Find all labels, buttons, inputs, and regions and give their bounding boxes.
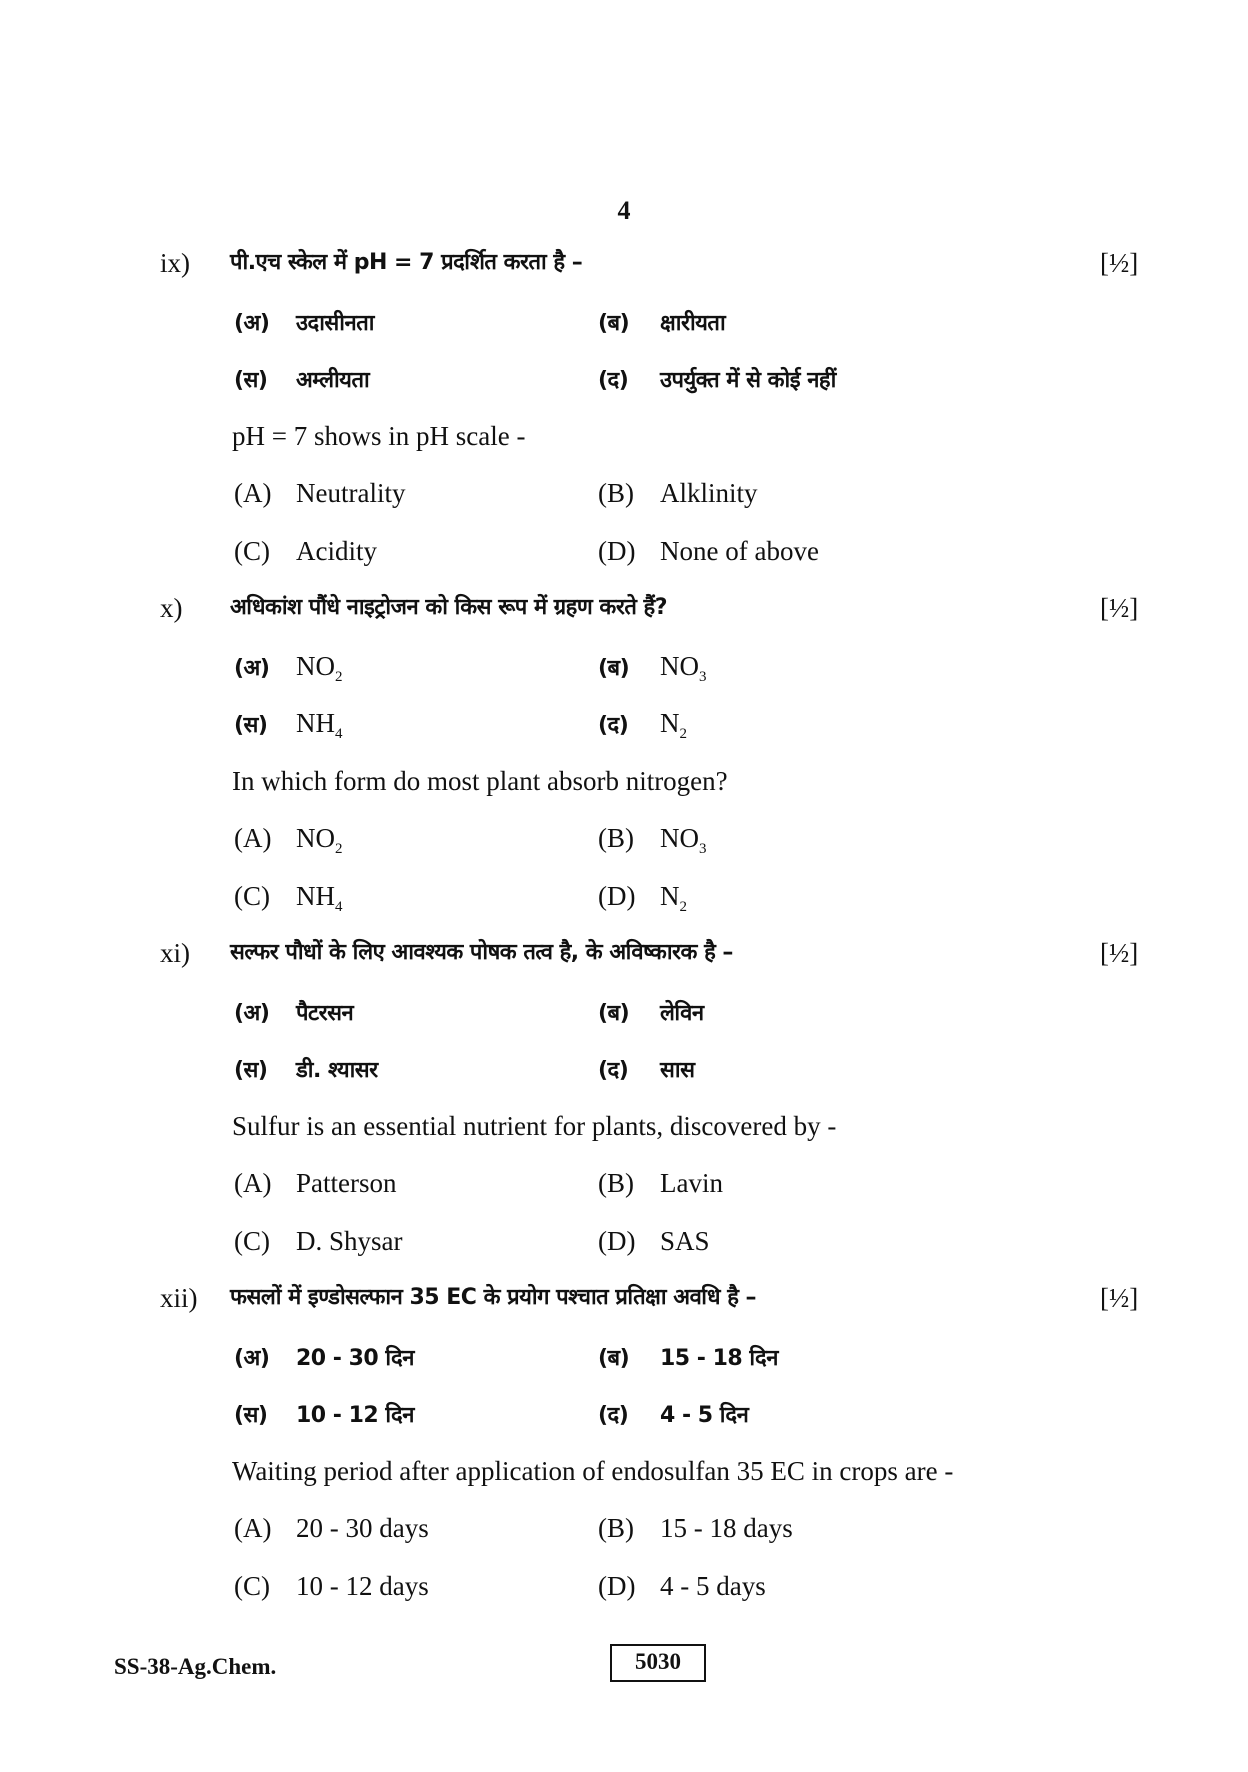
option-text: NO (660, 651, 699, 681)
hindi-option (234, 1396, 414, 1433)
hindi-question-text: अधिकांश पौंधे नाइट्रोजन को किस रूप में ग्रहण करते हैं? (230, 595, 667, 620)
option-subscript: 2 (679, 899, 687, 915)
option-text: 20 - 30 days (296, 1513, 429, 1543)
option-text: Patterson (296, 1168, 397, 1198)
option-subscript: 4 (335, 899, 343, 915)
hindi-option (234, 994, 353, 1031)
english-question-text: Sulfur is an essential nutrient for plants, discovered by - (232, 1111, 837, 1141)
marks-label: [½] (1100, 248, 1139, 278)
option-label: (अ) (234, 311, 270, 336)
english-option (598, 1224, 710, 1258)
option-label: (D) (598, 1226, 636, 1256)
option-text: 4 - 5 days (660, 1571, 766, 1601)
marks-label: [½] (1100, 593, 1139, 623)
hindi-option (234, 1051, 378, 1088)
hindi-option (598, 1396, 748, 1433)
option-text: None of above (660, 536, 819, 566)
english-option (234, 476, 405, 510)
hindi-option (234, 706, 343, 743)
english-option (598, 1569, 766, 1603)
option-text: NO (296, 823, 335, 853)
option-label: (स) (234, 1403, 268, 1428)
option-text: 20 - 30 दिन (296, 1346, 414, 1371)
option-label: (द) (598, 1058, 629, 1083)
option-label: (D) (598, 536, 636, 566)
option-text: NH (296, 881, 335, 911)
option-label: (ब) (598, 311, 630, 336)
option-label: (C) (234, 881, 270, 911)
option-label: (ब) (598, 1001, 630, 1026)
english-option (234, 1569, 429, 1603)
option-text: उपर्युक्त में से कोई नहीं (660, 368, 836, 393)
option-label: (A) (234, 823, 272, 853)
option-text: लेविन (660, 1001, 704, 1026)
option-text: 10 - 12 days (296, 1571, 429, 1601)
option-text: NO (660, 823, 699, 853)
hindi-question-text: सल्फर पौधों के लिए आवश्यक पोषक तत्व है, के अविष्कारक है – (230, 940, 733, 965)
option-subscript: 4 (335, 726, 343, 742)
english-option (598, 821, 707, 855)
hindi-option (598, 706, 687, 743)
english-option (234, 879, 343, 913)
option-text: 4 - 5 दिन (660, 1403, 749, 1428)
option-label: (A) (234, 1513, 272, 1543)
option-text: डी. श्यासर (296, 1058, 378, 1083)
option-text: उदासीनता (296, 311, 374, 336)
option-label: (B) (598, 478, 634, 508)
english-option (234, 1224, 403, 1258)
option-text: N (660, 708, 680, 738)
option-label: (ब) (598, 656, 630, 681)
english-question-text: pH = 7 shows in pH scale - (232, 421, 526, 451)
option-text: N (660, 881, 680, 911)
option-label: (A) (234, 478, 272, 508)
option-text: 10 - 12 दिन (296, 1403, 414, 1428)
option-text: SAS (660, 1226, 710, 1256)
option-text: D. Shysar (296, 1226, 403, 1256)
option-label: (C) (234, 1226, 270, 1256)
booklet-number-box: 5030 (610, 1644, 706, 1682)
english-option (598, 1166, 723, 1200)
option-label: (B) (598, 1513, 634, 1543)
option-text: 15 - 18 days (660, 1513, 793, 1543)
question-number: x) (160, 593, 183, 623)
option-label: (D) (598, 1571, 636, 1601)
option-subscript: 2 (335, 841, 343, 857)
option-subscript: 2 (679, 726, 687, 742)
option-text: NO (296, 651, 335, 681)
option-subscript: 2 (335, 669, 343, 685)
option-label: (अ) (234, 656, 270, 681)
english-option (234, 1511, 429, 1545)
english-question-text: In which form do most plant absorb nitrogen? (232, 766, 728, 796)
english-option (234, 534, 377, 568)
option-label: (द) (598, 368, 629, 393)
hindi-option (234, 1339, 414, 1376)
question-number: xii) (160, 1283, 198, 1313)
paper-code: SS-38-Ag.Chem. (114, 1654, 277, 1679)
hindi-question-text: पी.एच स्केल में pH = 7 प्रदर्शित करता है – (230, 250, 583, 275)
option-label: (अ) (234, 1001, 270, 1026)
option-text: सास (660, 1058, 695, 1083)
hindi-option (234, 361, 369, 398)
hindi-option (598, 361, 836, 398)
option-text: क्षारीयता (660, 311, 726, 336)
option-label: (स) (234, 713, 268, 738)
option-subscript: 3 (699, 669, 707, 685)
page-number: 4 (617, 196, 631, 225)
option-label: (C) (234, 1571, 270, 1601)
hindi-option (598, 649, 707, 686)
hindi-option (234, 649, 343, 686)
option-label: (द) (598, 1403, 629, 1428)
hindi-question-text: फसलों में इण्डोसल्फान 35 EC के प्रयोग पश्चात प्रतिक्षा अवधि है – (230, 1285, 757, 1310)
hindi-option (598, 994, 704, 1031)
option-label: (स) (234, 1058, 268, 1083)
english-option (598, 534, 819, 568)
option-text: Alklinity (660, 478, 758, 508)
hindi-option (234, 304, 374, 341)
hindi-option (598, 1051, 694, 1088)
english-option (598, 1511, 793, 1545)
marks-label: [½] (1100, 938, 1139, 968)
option-text: पैटरसन (296, 1001, 354, 1026)
option-text: अम्लीयता (296, 368, 370, 393)
option-label: (द) (598, 713, 629, 738)
english-option (598, 476, 758, 510)
option-label: (स) (234, 368, 268, 393)
option-text: Lavin (660, 1168, 723, 1198)
option-label: (अ) (234, 1346, 270, 1371)
english-option (234, 1166, 397, 1200)
english-question-text: Waiting period after application of endosulfan 35 EC in crops are - (232, 1456, 954, 1486)
question-number: ix) (160, 248, 190, 278)
option-label: (D) (598, 881, 636, 911)
marks-label: [½] (1100, 1283, 1139, 1313)
option-text: Neutrality (296, 478, 406, 508)
option-subscript: 3 (699, 841, 707, 857)
option-text: 15 - 18 दिन (660, 1346, 778, 1371)
option-label: (A) (234, 1168, 272, 1198)
question-number: xi) (160, 938, 190, 968)
option-label: (B) (598, 823, 634, 853)
hindi-option (598, 1339, 778, 1376)
hindi-option (598, 304, 725, 341)
english-option (234, 821, 343, 855)
option-text: Acidity (296, 536, 377, 566)
option-label: (B) (598, 1168, 634, 1198)
option-label: (C) (234, 536, 270, 566)
option-text: NH (296, 708, 335, 738)
english-option (598, 879, 687, 913)
option-label: (ब) (598, 1346, 630, 1371)
